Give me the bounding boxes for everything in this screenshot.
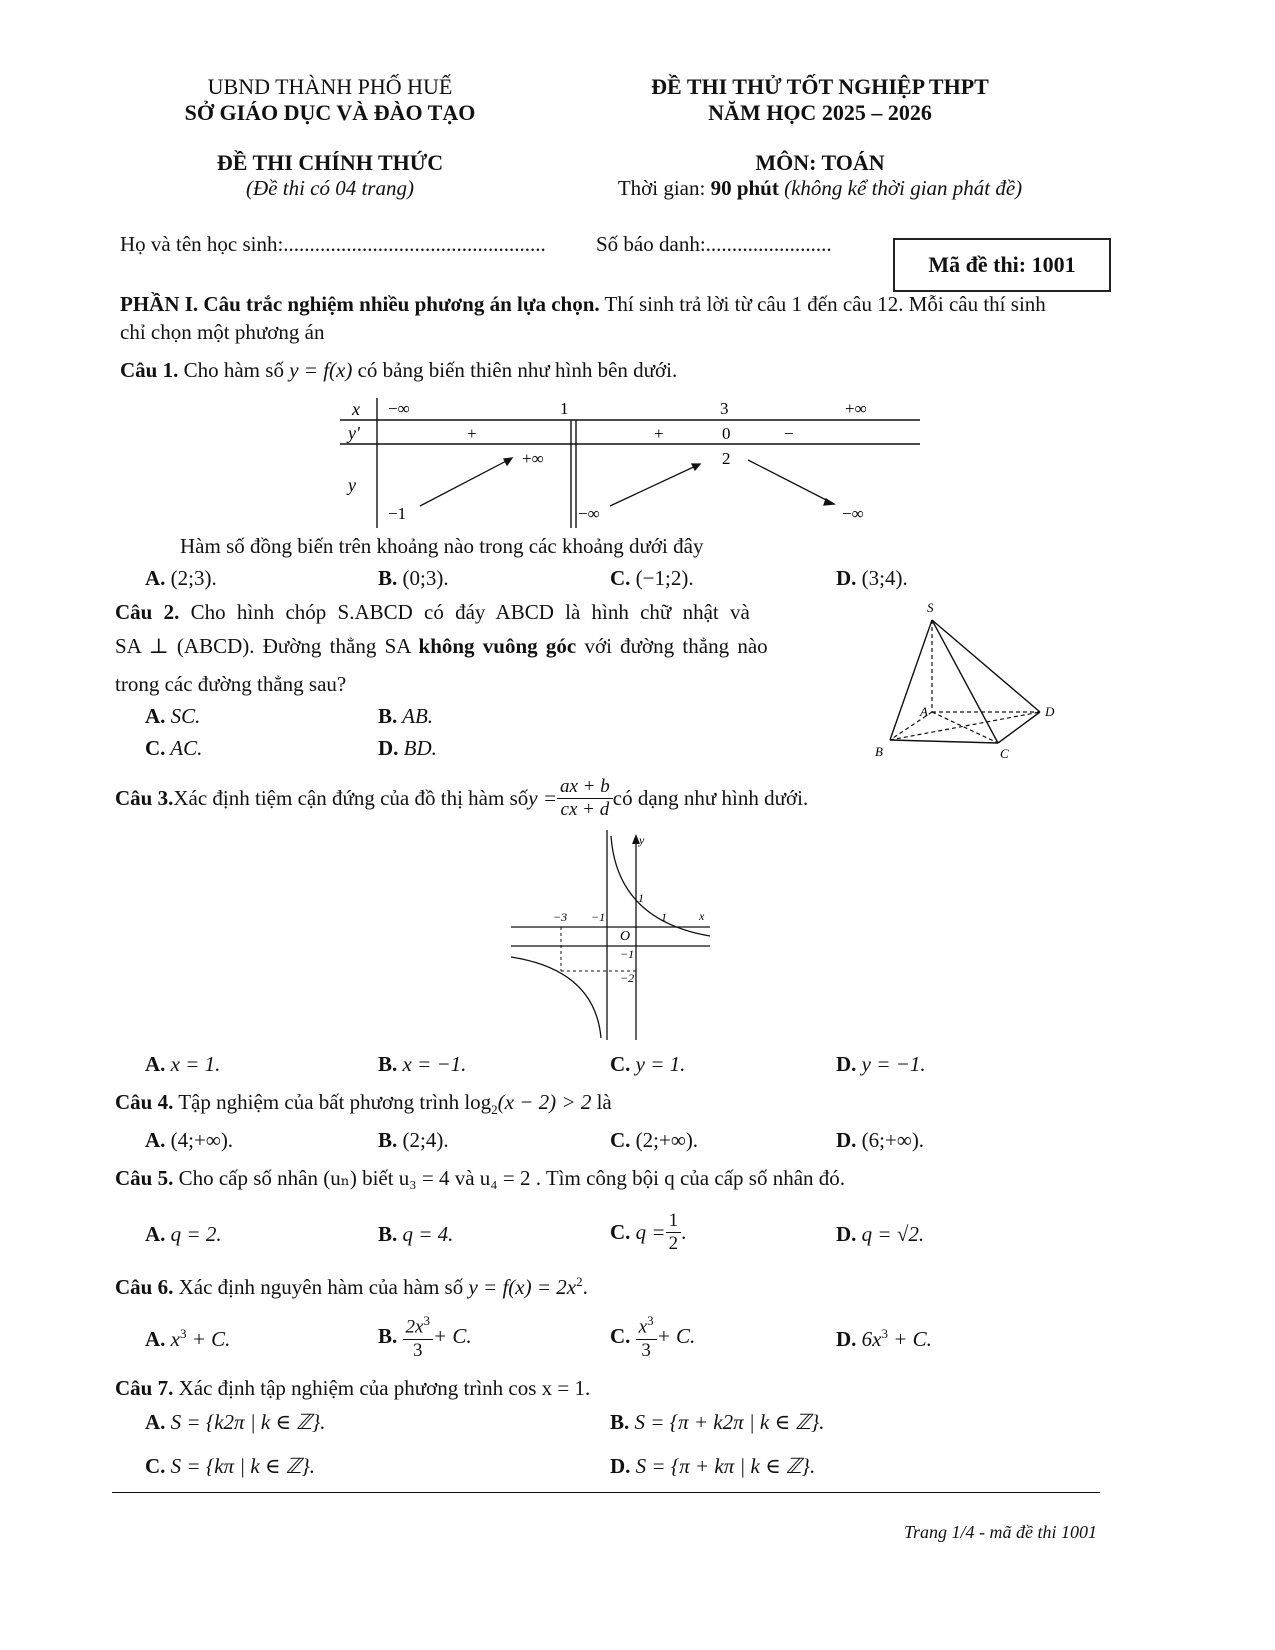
- q6-option-b[interactable]: B. $\frac{2x^3}{3}$ + C.: [378, 1308, 472, 1364]
- q3-label: Câu 3.: [115, 785, 174, 810]
- q6-option-d[interactable]: D. $6x^3 + C$.: [836, 1326, 932, 1351]
- q7-stem: Câu 7. Xác định tập nghiệm của phương trình cos x = 1.: [115, 1376, 591, 1400]
- svg-text:−3: −3: [553, 910, 568, 924]
- q1-option-c[interactable]: C. (−1;2).: [610, 566, 694, 590]
- q2-option-a[interactable]: A. SC.: [145, 704, 201, 728]
- q6-stem: Câu 6. Xác định nguyên hàm của hàm số $y = f(x) = 2x^2$.: [115, 1274, 588, 1299]
- part1-desc2: chỉ chọn một phương án: [120, 320, 325, 344]
- vertex-s: S: [927, 600, 934, 615]
- header-dept: UBND THÀNH PHỐ HUẾ: [207, 74, 453, 99]
- exam-code-box: Mã đề thi: 1001: [893, 238, 1111, 292]
- vt-arrow-up-1: [420, 458, 512, 506]
- q4-option-c[interactable]: C. (2;+∞).: [610, 1128, 699, 1152]
- q7-option-b[interactable]: B. S = {π + k2π | k ∈ ℤ}.: [610, 1410, 825, 1434]
- q3-stem: Câu 3. Xác định tiệm cận đứng của đồ thị hàm số y = $\frac{ax + b}{cx + d}$ có dạng như hình dưới.: [115, 775, 809, 820]
- q5-option-d[interactable]: D. q = √2.: [836, 1222, 925, 1246]
- q3-option-c[interactable]: C. y = 1.: [610, 1052, 686, 1076]
- q5-label: Câu 5.: [115, 1166, 174, 1190]
- vt-x-0: −∞: [388, 399, 410, 418]
- q2-stem-line3: trong các đường thẳng sau?: [115, 672, 347, 696]
- vt-x-3: +∞: [845, 399, 867, 418]
- svg-text:−1: −1: [591, 910, 606, 924]
- part1-desc: Thí sinh trả lời từ câu 1 đến câu 12. Mỗi câu thí sinh: [599, 292, 1046, 316]
- q4-label: Câu 4.: [115, 1090, 174, 1114]
- vt-y-1: −1: [388, 504, 407, 523]
- axis-x-label: x: [699, 909, 705, 923]
- hyperbola-graph: [505, 830, 715, 1045]
- part1-title: PHẦN I. Câu trắc nghiệm nhiều phương án lựa chọn.: [120, 292, 600, 316]
- vt-sign-2: 0: [722, 424, 731, 443]
- vertex-b: B: [875, 744, 883, 759]
- q1-subquestion: Hàm số đồng biến trên khoảng nào trong các khoảng dưới đây: [180, 534, 704, 558]
- header-school-year: NĂM HỌC 2025 – 2026: [708, 100, 932, 125]
- q7-label: Câu 7.: [115, 1376, 174, 1400]
- q1-stem: [120, 358, 677, 383]
- q7-option-a[interactable]: A. S = {k2π | k ∈ ℤ}.: [145, 1410, 326, 1434]
- q2-stem-line1: Câu 2. Cho hình chóp S.ABCD có đáy ABCD là hình chữ nhật và: [115, 600, 750, 624]
- q3-option-d[interactable]: D. y = −1.: [836, 1052, 926, 1076]
- vt-y-label: y: [348, 475, 356, 495]
- vt-y-2: −∞: [578, 504, 600, 523]
- header-subject: MÔN: TOÁN: [755, 150, 885, 175]
- q5-option-a[interactable]: A. q = 2.: [145, 1222, 222, 1246]
- vt-x-label: x: [352, 399, 360, 419]
- part1-intro: [120, 292, 1046, 317]
- header-exam-title: ĐỀ THI THỬ TỐT NGHIỆP THPT: [651, 74, 989, 99]
- vt-sign-3: −: [784, 424, 794, 443]
- q3-option-b[interactable]: B. x = −1.: [378, 1052, 467, 1076]
- q1-option-d[interactable]: D. (3;4).: [836, 566, 908, 590]
- q6-option-a[interactable]: A. $x^3 + C$.: [145, 1326, 231, 1351]
- origin-label: O: [620, 929, 631, 944]
- footer-divider: [112, 1492, 1100, 1493]
- q1-option-a[interactable]: A. (2;3).: [145, 566, 217, 590]
- vt-dy-label: y': [348, 423, 360, 443]
- header-office: SỞ GIÁO DỤC VÀ ĐÀO TẠO: [184, 100, 476, 125]
- q5-stem: Câu 5. Cho cấp số nhân (uₙ) biết u₃ = 4 và u₄ = 2 . Tìm công bội q của cấp số nhân đó.: [115, 1166, 846, 1190]
- q2-label: Câu 2.: [115, 600, 180, 624]
- vt-sign-0: +: [467, 424, 477, 443]
- vt-arrow-down: [748, 460, 834, 504]
- time-value: 90 phút: [710, 176, 779, 200]
- q4-option-a[interactable]: A. (4;+∞).: [145, 1128, 234, 1152]
- svg-text:−2: −2: [620, 971, 635, 985]
- q7-option-c[interactable]: C. S = {kπ | k ∈ ℤ}.: [145, 1454, 316, 1478]
- student-name-field: Họ và tên học sinh:..................................................: [120, 232, 546, 256]
- q2-stem-line2: SA ⊥ (ABCD). Đường thẳng SA không vuông góc với đường thẳng nào: [115, 634, 768, 658]
- footer-page-info: Trang 1/4 - mã đề thi 1001: [903, 1522, 1097, 1542]
- pyramid-figure: [870, 600, 1060, 765]
- svg-text:1: 1: [638, 891, 644, 905]
- vt-arrow-up-2: [610, 464, 700, 506]
- variation-table: [340, 398, 920, 546]
- header-official: ĐỀ THI CHÍNH THỨC: [216, 150, 444, 175]
- q1-func: y = f(x): [289, 358, 353, 382]
- vt-y-4: −∞: [842, 504, 864, 523]
- vertex-c: C: [1000, 746, 1009, 761]
- time-prefix: Thời gian:: [617, 176, 711, 200]
- q6-option-c[interactable]: C. $\frac{x^3}{3}$ + C.: [610, 1308, 695, 1364]
- q3-fraction: $\frac{ax + b}{cx + d}$: [557, 776, 613, 821]
- q4-option-b[interactable]: B. (2;4).: [378, 1128, 449, 1152]
- q5-option-b[interactable]: B. q = 4.: [378, 1222, 454, 1246]
- header-pages: (Đề thi có 04 trang): [246, 176, 414, 200]
- vt-sign-1: +: [654, 424, 664, 443]
- vt-y-0: +∞: [522, 449, 544, 468]
- q4-option-d[interactable]: D. (6;+∞).: [836, 1128, 925, 1152]
- vt-x-1: 1: [560, 399, 569, 418]
- q1-option-b[interactable]: B. (0;3).: [378, 566, 449, 590]
- vertex-d: D: [1045, 704, 1055, 719]
- q1-text-b: có bảng biến thiên như hình bên dưới.: [352, 358, 678, 382]
- q2-option-d[interactable]: D. BD.: [378, 736, 437, 760]
- q6-label: Câu 6.: [115, 1275, 174, 1299]
- q1-text-a: Cho hàm số: [178, 358, 290, 382]
- q5-option-c[interactable]: C. q = $\frac{1}{2}$ .: [610, 1209, 687, 1254]
- svg-text:−1: −1: [620, 947, 635, 961]
- q7-option-d[interactable]: D. S = {π + kπ | k ∈ ℤ}.: [610, 1454, 816, 1478]
- vt-y-3: 2: [722, 449, 731, 468]
- axis-y-label: y: [639, 833, 645, 847]
- q2-option-b[interactable]: B. AB.: [378, 704, 434, 728]
- vertex-a: A: [920, 704, 928, 719]
- q3-option-a[interactable]: A. x = 1.: [145, 1052, 221, 1076]
- header-time: [600, 176, 1040, 201]
- student-id-field: Số báo danh:........................: [596, 232, 832, 256]
- svg-text:1: 1: [661, 910, 667, 924]
- vt-x-2: 3: [720, 399, 729, 418]
- time-note: (không kể thời gian phát đề): [778, 176, 1023, 200]
- q2-option-c[interactable]: C. AC.: [145, 736, 203, 760]
- q4-stem: Câu 4. Tập nghiệm của bất phương trình $\log_2(x - 2) > 2$ là: [115, 1090, 612, 1118]
- q1-label: Câu 1.: [120, 358, 179, 382]
